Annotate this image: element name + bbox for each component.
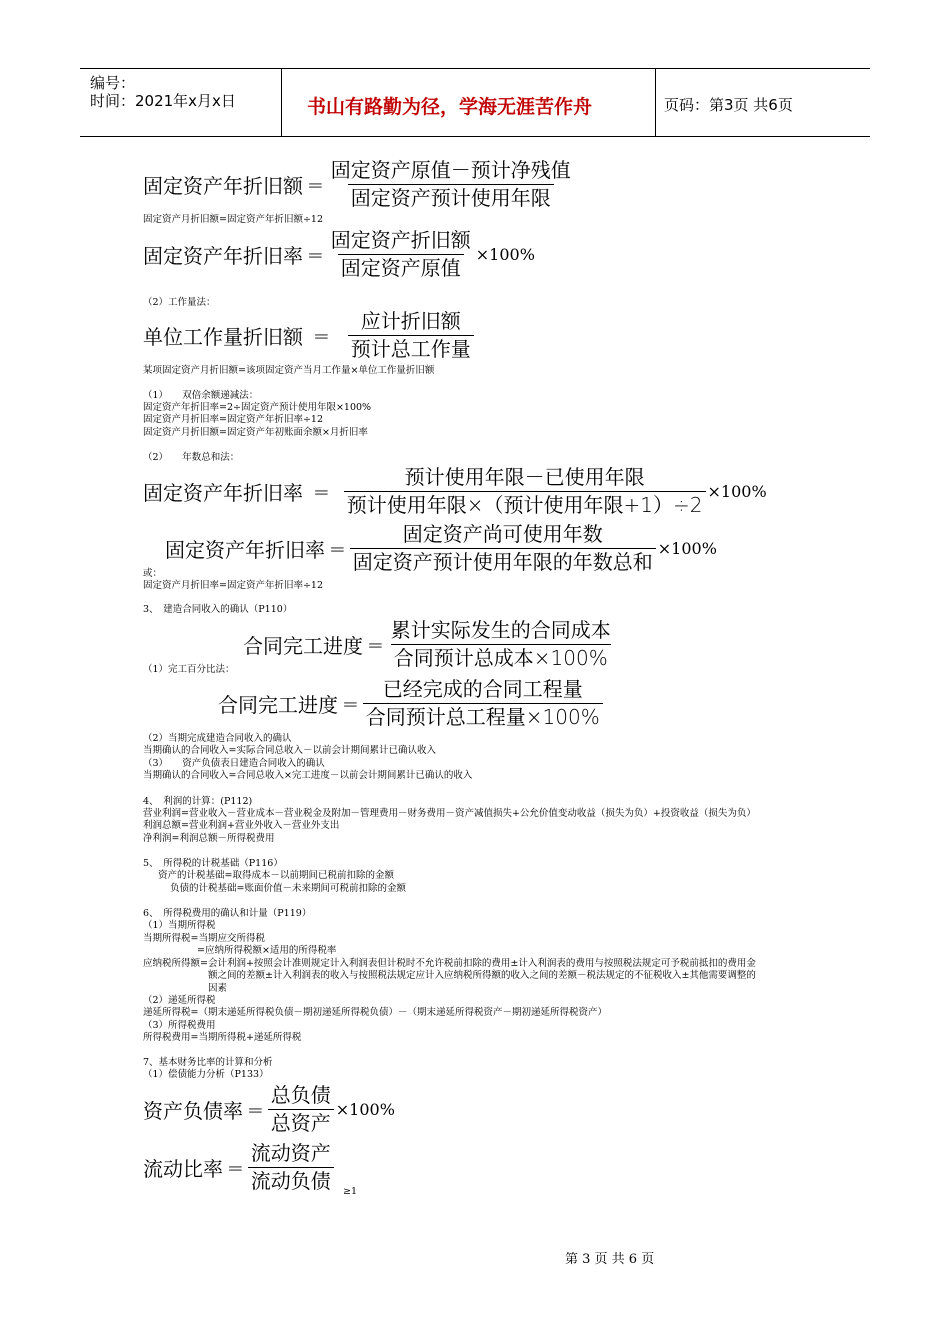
formula-numerator: 累计实际发生的合同成本	[390, 618, 611, 642]
formula-equals: =	[329, 536, 346, 561]
text-line: ≥1	[343, 1186, 358, 1197]
formula-equals: =	[367, 632, 384, 657]
formula-sum-of-years-rate-alt	[165, 522, 717, 575]
formula-equals: =	[313, 479, 330, 504]
text-line: 负债的计税基础=账面价值－未来期间可税前扣除的金额	[170, 883, 406, 894]
formula-equals: =	[342, 691, 359, 716]
text-line: （2）工作量法：	[143, 297, 216, 308]
formula-tail: ×100%	[707, 482, 767, 501]
text-line: 固定资产月折旧额=固定资产年初账面余额×月折旧率	[143, 427, 368, 438]
formula-lhs: 固定资产年折旧率	[165, 538, 325, 562]
formula-sum-of-years-rate	[143, 465, 767, 518]
text-line: 固定资产月折旧率=固定资产年折旧率÷12	[143, 580, 324, 591]
formula-fraction	[268, 1083, 334, 1136]
formula-fraction	[363, 677, 603, 730]
text-line: （2）递延所得税	[143, 995, 216, 1006]
text-line: 利润总额=营业利润+营业外收入－营业外支出	[143, 820, 340, 831]
formula-numerator: 应计折旧额	[360, 309, 461, 333]
text-line: 应纳税所得额=会计利润+按照会计准则规定计入利润表但计税时不允许税前扣除的费用±计入利润表的费用与按照税法规定可予税前抵扣的费用金	[143, 958, 756, 969]
formula-numerator: 流动资产	[250, 1141, 331, 1165]
formula-unit-workload-depreciation	[143, 309, 474, 362]
header-bottom-rule	[80, 136, 870, 137]
section-heading: 6、 所得税费用的确认和计量（P119）	[143, 908, 312, 919]
text-line: （3） 资产负债表日建造合同收入的确认	[143, 758, 325, 769]
formula-lhs: 合同完工进度	[218, 693, 338, 717]
text-line: 额之间的差额±计入利润表的收入与按照税法规定应计入应纳税所得额的收入之间的差额－税法规定的不征税收入±其他需要调整的	[208, 970, 756, 981]
formula-completion-workload	[218, 677, 603, 730]
text-line: 递延所得税=（期末递延所得税负债－期初递延所得税负债）－（期末递延所得税资产－期初递延所得税资产）	[143, 1007, 607, 1018]
formula-denominator: 合同预计总工程量×100%	[363, 703, 603, 730]
formula-lhs: 资产负债率	[143, 1099, 243, 1123]
formula-tail: ×100%	[657, 539, 717, 558]
text-line: =应纳所得税额×适用的所得税率	[197, 945, 337, 956]
formula-denominator: 总资产	[268, 1109, 334, 1136]
section-heading: 4、 利润的计算：(P112)	[143, 796, 253, 807]
formula-fraction	[248, 1141, 334, 1194]
formula-equals: =	[247, 1097, 264, 1122]
text-line: （2） 年数总和法：	[143, 452, 240, 463]
text-line: 当期确认的合同收入=合同总收入×完工进度－以前会计期间累计已确认的收入	[143, 770, 473, 781]
formula-numerator: 固定资产折旧额	[330, 228, 471, 252]
formula-fraction	[328, 228, 474, 281]
text-line: 所得税费用=当期所得税+递延所得税	[143, 1032, 302, 1043]
text-line: （3）所得税费用	[143, 1020, 216, 1031]
text-line: 因素	[208, 983, 228, 994]
formula-annual-depreciation	[143, 158, 574, 211]
formula-lhs: 固定资产年折旧率	[143, 481, 303, 505]
formula-denominator: 预计使用年限×（预计使用年限+1）÷2	[344, 491, 706, 518]
formula-lhs: 流动比率	[143, 1157, 223, 1181]
formula-equals: =	[227, 1155, 244, 1180]
text-line: 或：	[143, 568, 163, 579]
formula-fraction	[388, 618, 614, 671]
header-top-rule	[80, 68, 870, 69]
formula-lhs: 合同完工进度	[243, 634, 363, 658]
formula-fraction	[350, 522, 656, 575]
formula-fraction	[348, 309, 474, 362]
formula-lhs: 固定资产年折旧额	[143, 174, 303, 198]
text-line: （2）当期完成建造合同收入的确认	[143, 733, 292, 744]
formula-numerator: 预计使用年限－已使用年限	[404, 465, 645, 489]
formula-lhs: 单位工作量折旧额	[143, 325, 303, 349]
formula-debt-ratio	[143, 1083, 395, 1136]
text-line: 固定资产月折旧率=固定资产年折旧率÷12	[143, 414, 324, 425]
formula-numerator: 已经完成的合同工程量	[382, 677, 583, 701]
formula-denominator: 固定资产预计使用年限的年数总和	[350, 548, 656, 575]
formula-lhs: 固定资产年折旧率	[143, 244, 303, 268]
header-time-label: 时间：2021年x月x日	[90, 92, 236, 110]
formula-fraction	[344, 465, 706, 518]
text-line: （1）偿债能力分析（P133）	[143, 1069, 269, 1080]
formula-equals: =	[307, 242, 324, 267]
formula-tail: ×100%	[475, 245, 535, 264]
formula-numerator: 总负债	[270, 1083, 331, 1107]
formula-completion-cost	[243, 618, 614, 671]
section-heading: 5、 所得税的计税基础（P116）	[143, 858, 283, 869]
header-code-label: 编号：	[90, 74, 136, 92]
formula-numerator: 固定资产原值－预计净残值	[330, 158, 571, 182]
formula-denominator: 合同预计总成本×100%	[391, 644, 611, 671]
text-line: （1）当期所得税	[143, 920, 216, 931]
text-line: 营业利润=营业收入－营业成本－营业税金及附加－管理费用－财务费用－资产减值损失+公允价值变动收益（损失为负）+投资收益（损失为负）	[143, 808, 756, 819]
header-page-label: 页码：第3页 共6页	[664, 96, 793, 114]
formula-tail: ×100%	[335, 1100, 395, 1119]
header-divider-left	[281, 68, 282, 137]
formula-equals: =	[313, 323, 330, 348]
formula-fraction	[328, 158, 574, 211]
formula-denominator: 预计总工作量	[348, 335, 474, 362]
formula-denominator: 流动负债	[248, 1167, 334, 1194]
formula-denominator: 固定资产预计使用年限	[348, 184, 554, 211]
text-line: 固定资产年折旧率=2÷固定资产预计使用年限×100%	[143, 402, 372, 413]
text-line: （1）完工百分比法：	[143, 664, 235, 675]
text-line: （1） 双倍余额递减法：	[143, 390, 259, 401]
footer-page-number: 第 3 页 共 6 页	[565, 1252, 655, 1267]
header-motto: 书山有路勤为径，学海无涯苦作舟	[307, 96, 593, 118]
section-heading: 7、基本财务比率的计算和分析	[143, 1057, 273, 1068]
text-line: 当期确认的合同收入=实际合同总收入－以前会计期间累计已确认收入	[143, 745, 436, 756]
formula-denominator: 固定资产原值	[338, 254, 464, 281]
formula-numerator: 固定资产尚可使用年数	[402, 522, 603, 546]
text-line: 当期所得税=当期应交所得税	[143, 933, 265, 944]
formula-current-ratio	[143, 1141, 334, 1194]
header-divider-right	[655, 68, 656, 137]
text-line: 资产的计税基础=取得成本－以前期间已税前扣除的金额	[158, 870, 394, 881]
formula-equals: =	[307, 172, 324, 197]
formula-annual-depreciation-rate	[143, 228, 535, 281]
text-line: 某项固定资产月折旧额=该项固定资产当月工作量×单位工作量折旧额	[143, 365, 435, 376]
text-line: 净利润=利润总额－所得税费用	[143, 833, 275, 844]
text-line: 固定资产月折旧额=固定资产年折旧额÷12	[143, 214, 324, 225]
section-heading: 3、 建造合同收入的确认（P110）	[143, 604, 293, 615]
